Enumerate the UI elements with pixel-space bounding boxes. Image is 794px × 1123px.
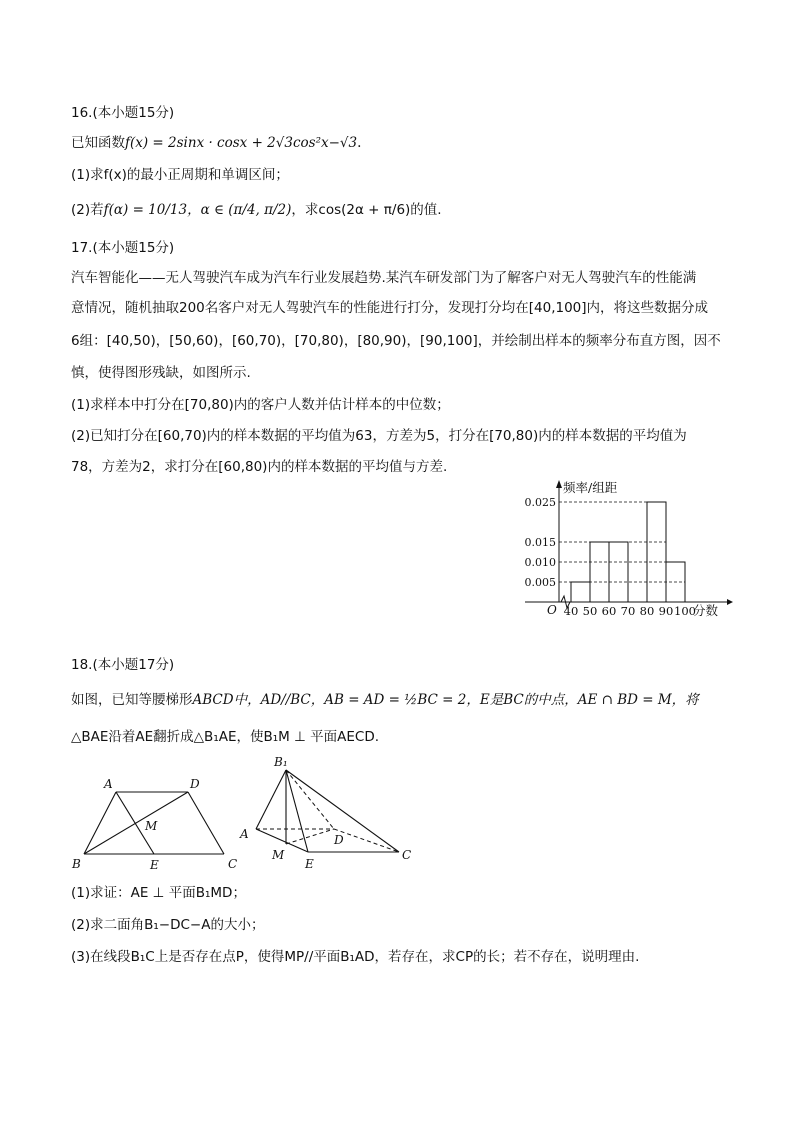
folded-pyramid-figure	[234, 752, 424, 877]
q18-line2: △BAE沿着AE翻折成△B₁AE，使B₁M ⊥ 平面AECD.	[71, 729, 380, 745]
edge-b1a	[256, 770, 286, 829]
q17-header: 17.(本小题15分)	[71, 240, 175, 256]
histogram-bar	[609, 542, 628, 602]
x-tick-label: 90	[658, 604, 674, 618]
q16-stem-formula: f(x) = 2sinx · cosx + 2√3cos²x−√3	[125, 135, 358, 151]
fig2-label-b1: B₁	[274, 755, 288, 769]
q18-line1-prefix: 如图，已知等腰梯形	[71, 692, 193, 708]
y-tick-label: 0.005	[524, 576, 556, 589]
x-axis-arrow	[727, 599, 733, 605]
x-tick-label: 50	[582, 604, 598, 618]
q18-part2: (2)求二面角B₁−DC−A的大小；	[71, 917, 265, 933]
q18-part3: (3)在线段B₁C上是否存在点P，使得MP//平面B₁AD，若存在，求CP的长；若不存在，说明理由.	[71, 949, 640, 965]
edge-dc-hidden	[334, 829, 399, 852]
x-tick-label: 80	[639, 604, 655, 618]
q18-header: 18.(本小题17分)	[71, 657, 175, 673]
q16-stem: 已知函数f(x) = 2sinx · cosx + 2√3cos²x−√3.	[71, 135, 362, 151]
y-tick-label: 0.025	[524, 496, 556, 509]
x-axis-label: 分数	[693, 603, 719, 618]
q17-part2-line2: 78，方差为2，求打分在[60,80)内的样本数据的平均值与方差.	[71, 459, 448, 475]
fig2-label-a: A	[240, 827, 249, 841]
q17-part2-line1: (2)已知打分在[60,70)内的样本数据的平均值为63，方差为5，打分在[70,80)内的样本数据的平均值为	[71, 428, 687, 444]
histogram-bar	[647, 502, 666, 602]
x-tick-label: 70	[620, 604, 636, 618]
q16-header: 16.(本小题15分)	[71, 105, 175, 121]
trapezoid-figure	[68, 772, 248, 872]
x-tick-label: 60	[601, 604, 617, 618]
q18-line1	[71, 691, 699, 709]
edge-b1e	[286, 770, 308, 852]
fig1-label-m: M	[145, 819, 158, 833]
y-axis-label: 频率/组距	[563, 480, 618, 495]
frequency-histogram	[515, 476, 735, 626]
fig2-label-d: D	[334, 833, 344, 847]
fig1-label-c: C	[228, 857, 238, 871]
y-tick-label: 0.015	[524, 536, 556, 549]
x-tick-label: 40	[563, 604, 579, 618]
q17-para-line2: 意情况，随机抽取200名客户对无人驾驶汽车的性能进行打分，发现打分均在[40,100]内，将这些数据分成	[71, 300, 709, 316]
fig2-label-c: C	[402, 848, 412, 862]
q17-para-line4: 慎，使得图形残缺，如图所示.	[71, 365, 251, 381]
q16-stem-prefix: 已知函数	[71, 135, 125, 151]
q18-line1-rest: ABCD中，AD//BC，AB = AD = ½BC = 2，E是BC的中点，AE ∩ BD = M，将	[192, 692, 699, 708]
fig1-label-d: D	[190, 777, 200, 791]
q18-part1: (1)求证：AE ⊥ 平面B₁MD；	[71, 885, 246, 901]
q16-part2-ask: ，求cos(2α + π/6)的值.	[291, 202, 442, 218]
y-tick-label: 0.010	[524, 556, 556, 569]
q16-part2	[71, 201, 442, 219]
fig1-label-b: B	[72, 857, 81, 871]
q16-part2-cond: f(α) = 10/13，α ∈ (π/4, π/2)	[103, 202, 292, 218]
edge-dc	[188, 792, 224, 854]
q17-para-line3: 6组：[40,50)，[50,60)，[60,70)，[70,80)，[80,90)，[90,100]，并绘制出样本的频率分布直方图，因不	[71, 333, 721, 349]
x-tick-label: 100	[674, 604, 696, 618]
edge-md-hidden	[286, 829, 334, 844]
q17-part1: (1)求样本中打分在[70,80)内的客户人数并估计样本的中位数；	[71, 397, 450, 413]
fig2-label-e: E	[305, 857, 314, 871]
y-axis-arrow	[556, 480, 562, 488]
histogram-bar	[590, 542, 609, 602]
q17-para-line1: 汽车智能化——无人驾驶汽车成为汽车行业发展趋势.某汽车研发部门为了解客户对无人驾驶汽车的性能满	[71, 270, 697, 286]
q16-part2-prefix: (2)若	[71, 202, 104, 218]
origin-label: O	[547, 603, 557, 617]
fig1-label-a: A	[104, 777, 113, 791]
histogram-bar	[571, 582, 590, 602]
q16-part1: (1)求f(x)的最小正周期和单调区间；	[71, 167, 289, 183]
fig1-label-e: E	[150, 858, 159, 872]
fig2-label-m: M	[272, 848, 285, 862]
